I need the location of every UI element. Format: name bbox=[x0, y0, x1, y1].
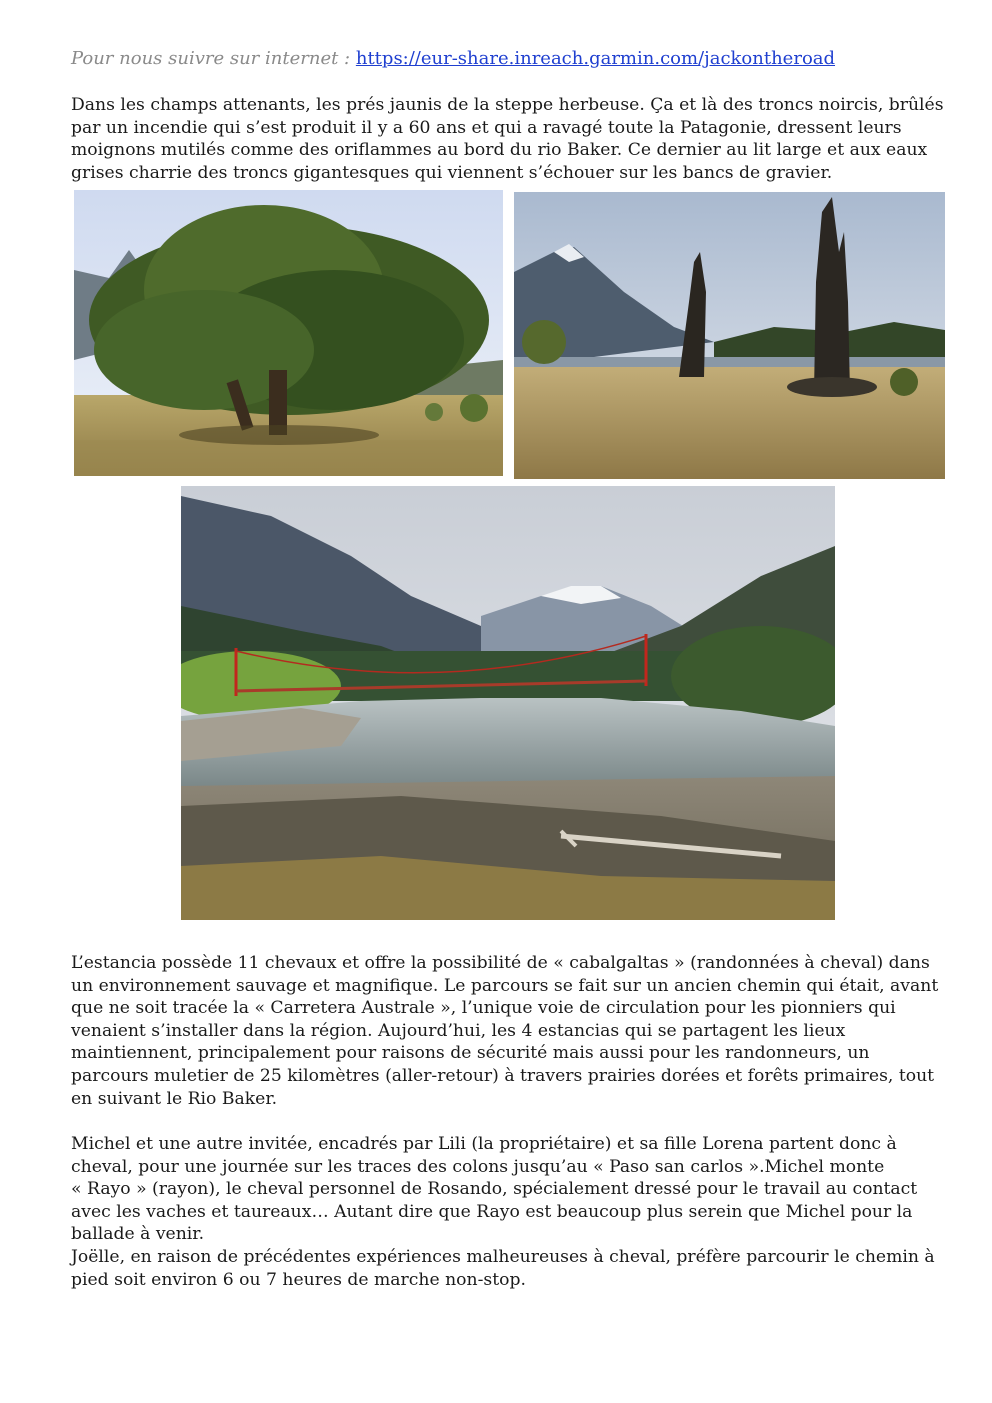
paragraph-line: avec les vaches et taureaux… Autant dire que Rayo est beaucoup plus serein que Michel pour la bbox=[71, 1201, 913, 1222]
paragraph-line: parcours muletier de 25 kilomètres (aller-retour) à travers prairies dorées et forêts primaires, tout bbox=[71, 1065, 935, 1086]
paragraph-line: Dans les champs attenants, les prés jaunis de la steppe herbeuse. Ça et là des troncs noircis, brûlés bbox=[71, 95, 944, 115]
paragraph-line: L’estancia possède 11 chevaux et offre la possibilité de « cabalgaltas » (randonnées à cheval) dans bbox=[71, 953, 930, 973]
paragraph-line: venaient s’installer dans la région. Aujourd’hui, les 4 estancias qui se partagent les lieux bbox=[71, 1020, 846, 1041]
paragraph-line: pied soit environ 6 ou 7 heures de marche non-stop. bbox=[71, 1269, 526, 1290]
paragraph-line: un environnement sauvage et magnifique. Le parcours se fait sur un ancien chemin qui était, avant bbox=[71, 975, 939, 996]
paragraph-3 bbox=[71, 1133, 951, 1291]
header-lead: Pour nous suivre sur internet : bbox=[71, 48, 351, 69]
paragraph-line: moignons mutilés comme des oriflammes au bord du rio Baker. Ce dernier au lit large et aux eaux bbox=[71, 140, 928, 161]
header-line bbox=[71, 48, 835, 70]
paragraph-line: en suivant le Rio Baker. bbox=[71, 1088, 278, 1109]
paragraph-line: Joëlle, en raison de précédentes expériences malheureuses à cheval, préfère parcourir le chemin à bbox=[71, 1246, 935, 1267]
paragraph-line: maintiennent, principalement pour raisons de sécurité mais aussi pour les randonneurs, un bbox=[71, 1043, 870, 1064]
paragraph-line: que ne soit tracée la « Carretera Australe », l’unique voie de circulation pour les pionniers qui bbox=[71, 998, 896, 1019]
paragraph-2 bbox=[71, 952, 951, 1110]
paragraph-line: grises charrie des troncs gigantesques qui viennent s’échouer sur les bancs de gravier. bbox=[71, 162, 833, 183]
photo-river-bridge bbox=[181, 486, 835, 920]
paragraph-line: « Rayo » (rayon), le cheval personnel de Rosando, spécialement dressé pour le travail au contact bbox=[71, 1179, 918, 1200]
tracking-link[interactable]: https://eur-share.inreach.garmin.com/jackontheroad bbox=[355, 48, 836, 69]
paragraph-line: par un incendie qui s’est produit il y a 60 ans et qui a ravagé toute la Patagonie, dressent leurs bbox=[71, 117, 902, 138]
photo-burnt-trunks bbox=[514, 192, 945, 479]
photo-tree-meadow bbox=[74, 190, 503, 476]
paragraph-1 bbox=[71, 94, 951, 184]
paragraph-line: Michel et une autre invitée, encadrés par Lili (la propriétaire) et sa fille Lorena partent donc à bbox=[71, 1134, 897, 1154]
paragraph-line: cheval, pour une journée sur les traces des colons jusqu’au « Paso san carlos ».Michel monte bbox=[71, 1156, 885, 1177]
paragraph-line: ballade à venir. bbox=[71, 1224, 205, 1245]
